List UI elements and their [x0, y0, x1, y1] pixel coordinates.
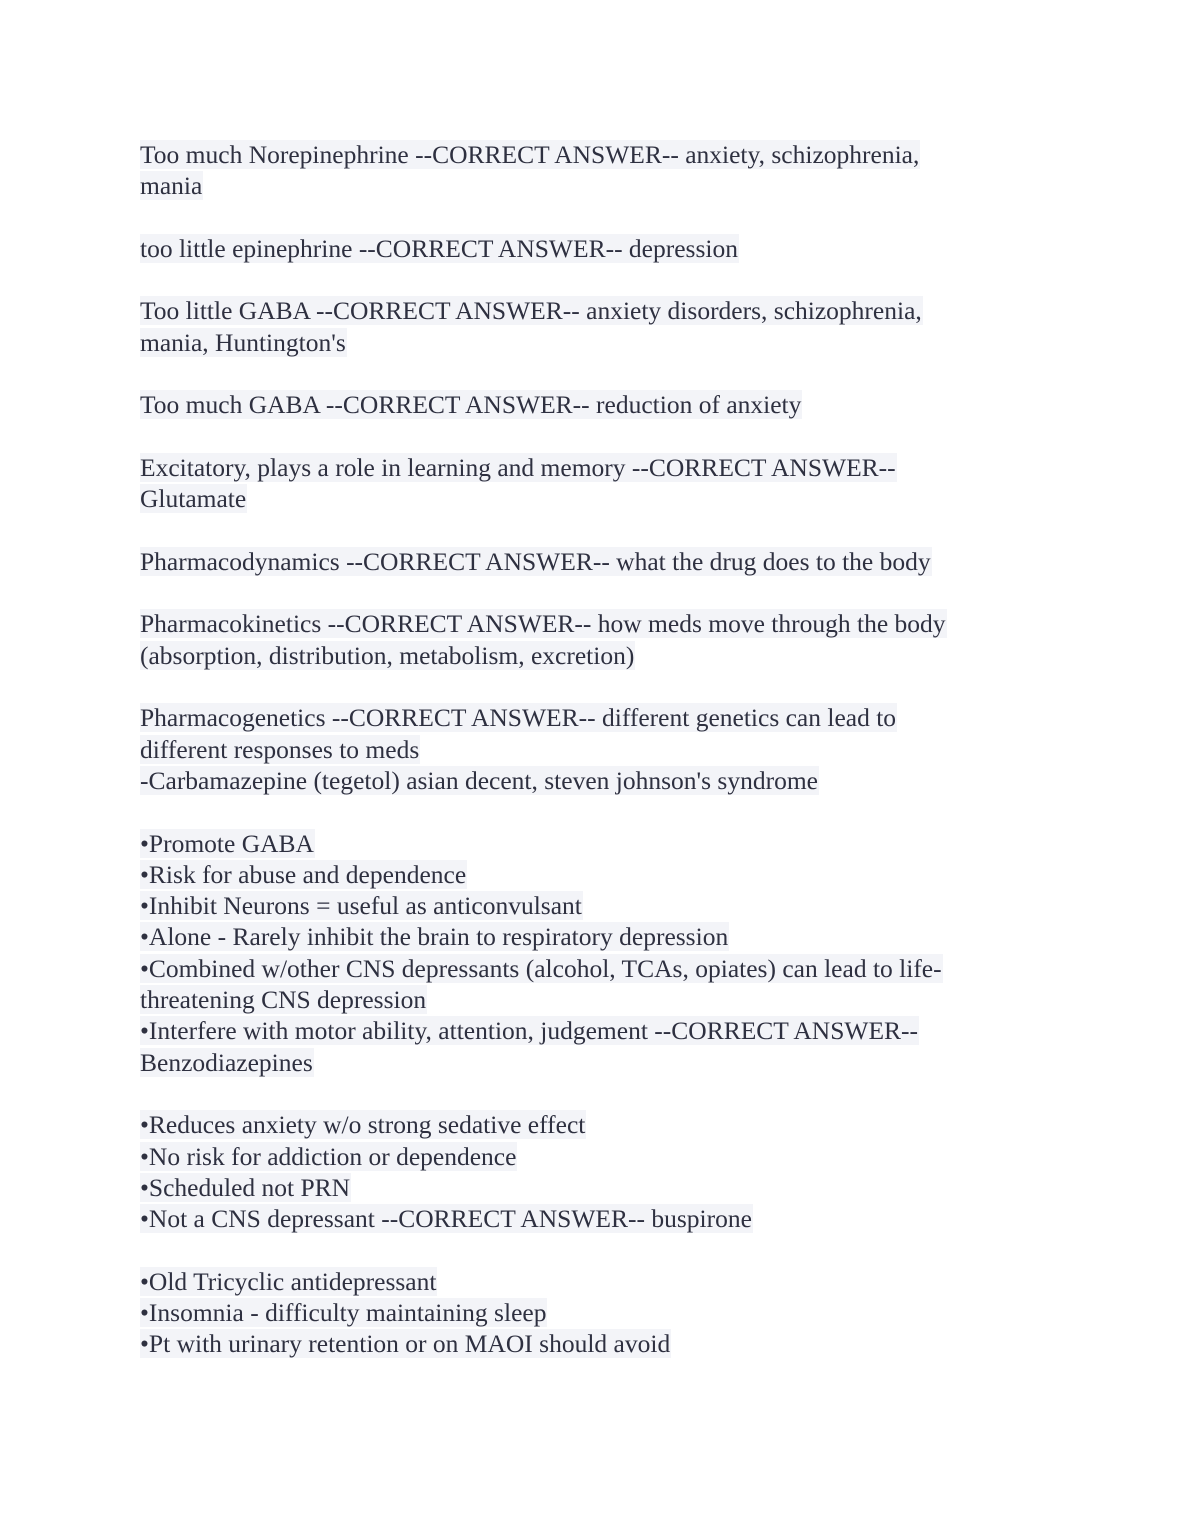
text-line: -Carbamazepine (tegetol) asian decent, steven johnson's syndrome: [140, 765, 818, 795]
flashcard-entry: [140, 1109, 1020, 1234]
text-line: Glutamate: [140, 484, 247, 514]
text-line: Pharmacodynamics --CORRECT ANSWER-- what the drug does to the body: [140, 546, 931, 576]
document-page: [140, 139, 1020, 1391]
flashcard-entry: [140, 546, 1020, 577]
flashcard-entry: [140, 233, 1020, 264]
text-line: Pharmacokinetics --CORRECT ANSWER-- how meds move through the body: [140, 609, 946, 639]
text-line: threatening CNS depression: [140, 985, 427, 1015]
flashcard-entry: [140, 608, 1020, 671]
text-line: mania, Huntington's: [140, 327, 346, 357]
bullet-line: •Alone - Rarely inhibit the brain to respiratory depression: [140, 922, 729, 952]
flashcard-entry: [140, 1266, 1020, 1360]
text-line: (absorption, distribution, metabolism, excretion): [140, 640, 635, 670]
bullet-line: •Old Tricyclic antidepressant: [140, 1266, 437, 1296]
text-line: too little epinephrine --CORRECT ANSWER-- depression: [140, 233, 738, 263]
bullet-line: •Risk for abuse and dependence: [140, 859, 467, 889]
flashcard-entry: [140, 702, 1020, 796]
bullet-line: •Reduces anxiety w/o strong sedative effect: [140, 1110, 586, 1140]
text-line: different responses to meds: [140, 734, 420, 764]
bullet-line: •Promote GABA: [140, 828, 314, 858]
bullet-line: •Pt with urinary retention or on MAOI should avoid: [140, 1329, 671, 1359]
bullet-line: •Scheduled not PRN: [140, 1172, 351, 1202]
text-line: Pharmacogenetics --CORRECT ANSWER-- different genetics can lead to: [140, 703, 897, 733]
flashcard-entry: [140, 452, 1020, 515]
bullet-line: •No risk for addiction or dependence: [140, 1141, 517, 1171]
bullet-line: •Combined w/other CNS depressants (alcohol, TCAs, opiates) can lead to life-: [140, 953, 942, 983]
bullet-line: •Interfere with motor ability, attention, judgement --CORRECT ANSWER--: [140, 1016, 919, 1046]
bullet-line: •Inhibit Neurons = useful as anticonvulsant: [140, 891, 582, 921]
flashcard-entry: [140, 828, 1020, 1078]
flashcard-entry: [140, 295, 1020, 358]
text-line: Benzodiazepines: [140, 1047, 313, 1077]
text-line: Too little GABA --CORRECT ANSWER-- anxiety disorders, schizophrenia,: [140, 296, 922, 326]
bullet-line: •Not a CNS depressant --CORRECT ANSWER-- buspirone: [140, 1204, 752, 1234]
text-line: Too much GABA --CORRECT ANSWER-- reduction of anxiety: [140, 390, 802, 420]
text-line: mania: [140, 171, 203, 201]
text-line: Excitatory, plays a role in learning and memory --CORRECT ANSWER--: [140, 452, 896, 482]
flashcard-entry: [140, 139, 1020, 202]
text-line: Too much Norepinephrine --CORRECT ANSWER-- anxiety, schizophrenia,: [140, 140, 920, 169]
bullet-line: •Insomnia - difficulty maintaining sleep: [140, 1297, 547, 1327]
flashcard-entry: [140, 389, 1020, 420]
